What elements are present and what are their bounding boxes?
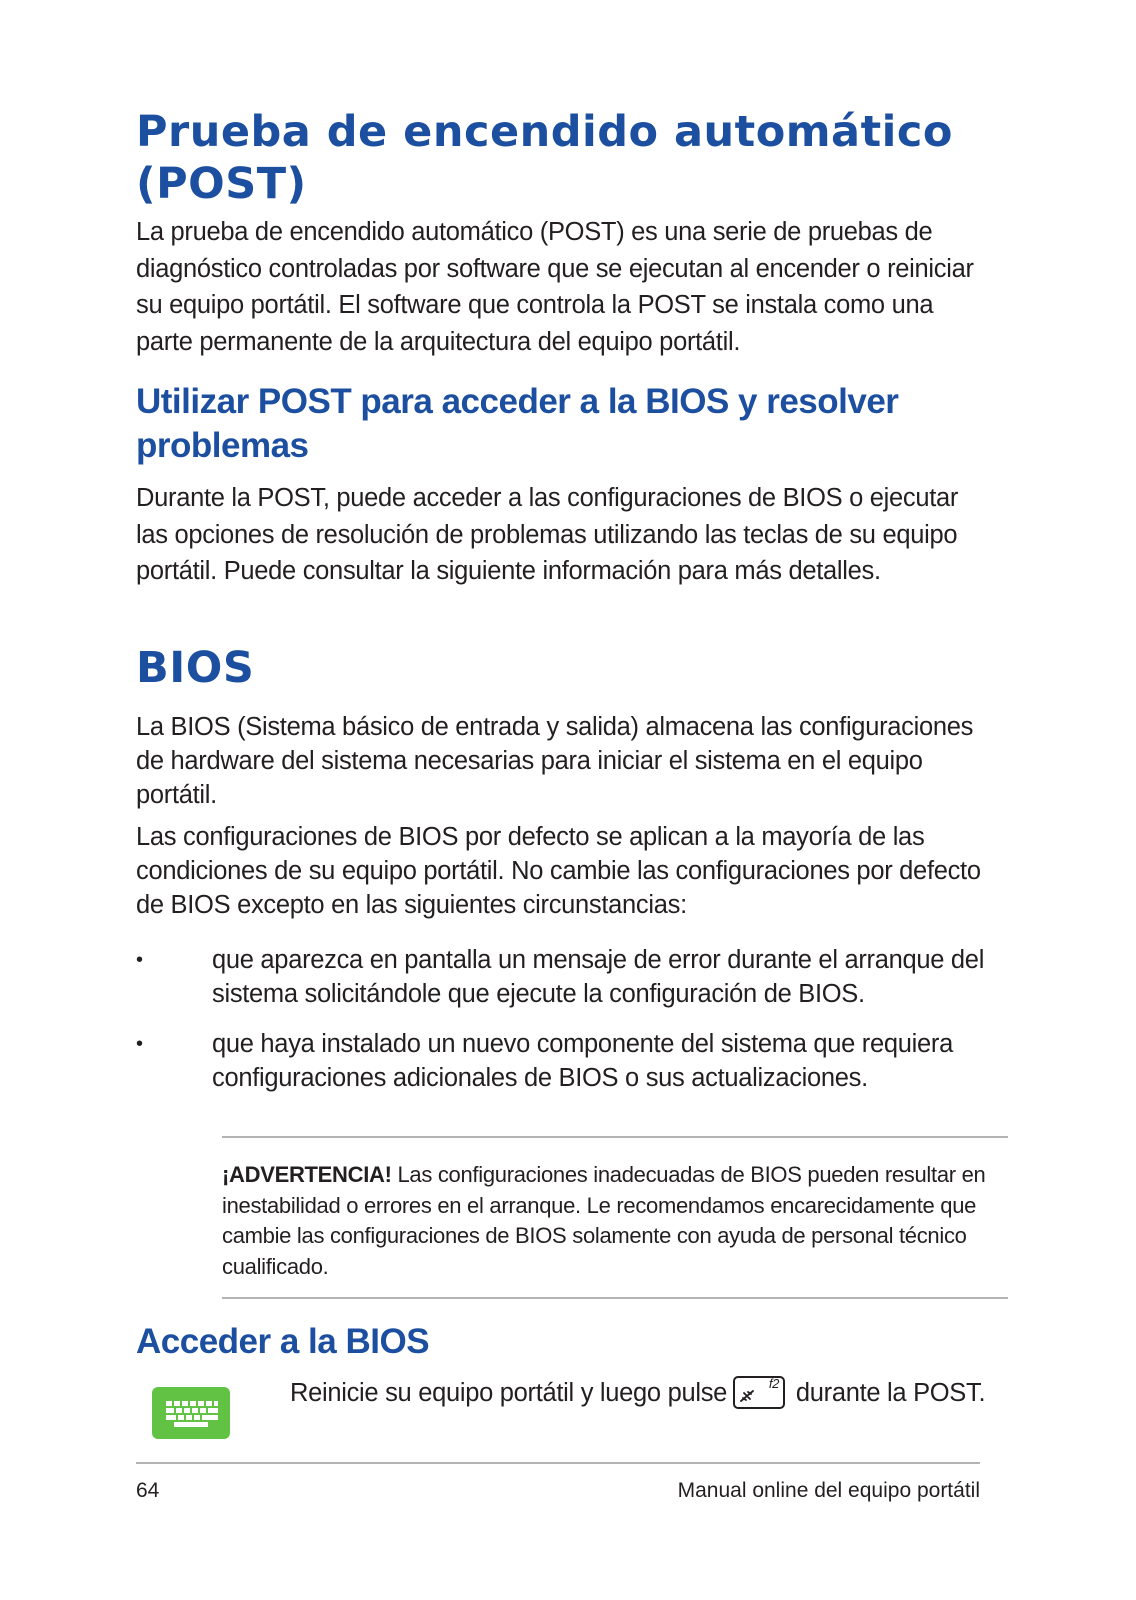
warning-top-rule <box>222 1136 1008 1138</box>
bullet-dot: • <box>136 1033 144 1055</box>
post-title <box>136 106 953 210</box>
post-title-line2: (POST) <box>136 159 307 209</box>
manual-title: Manual online del equipo portátil <box>677 1479 980 1502</box>
bios-title: BIOS <box>136 643 255 693</box>
troubleshoot-title: Utilizar POST para acceder a la BIOS y resolver problemas <box>136 382 899 465</box>
bullet-text: que haya instalado un nuevo componente del sistema que requiera configuraciones adicionales de BIOS o sus actualizaciones. <box>212 1030 953 1092</box>
bios-para2: Las configuraciones de BIOS por defecto se aplican a la mayoría de las condiciones de su equipo portátil. No cambie las configuraciones por defecto de BIOS excepto en las siguientes circunstancias: <box>136 823 981 919</box>
access-instruction <box>290 1376 1010 1410</box>
f2-key-label: f2 <box>768 1376 780 1391</box>
troubleshoot-body: Durante la POST, puede acceder a las configuraciones de BIOS o ejecutar las opciones de resolución de problemas utilizando las teclas de su equipo portátil. Puede consultar la siguiente información para más detalles. <box>136 484 959 585</box>
airplane-icon <box>739 1388 755 1404</box>
access-text-before: Reinicie su equipo portátil y luego pulse <box>290 1379 728 1407</box>
bios-para1: La BIOS (Sistema básico de entrada y salida) almacena las configuraciones de hardware del sistema necesarias para iniciar el sistema en el equipo portátil. <box>136 713 974 809</box>
warning-note <box>222 1160 1008 1282</box>
page-number: 64 <box>136 1479 160 1502</box>
footer-rule <box>136 1462 980 1464</box>
f2-key <box>733 1376 785 1409</box>
access-title: Acceder a la BIOS <box>136 1322 430 1361</box>
manual-page <box>136 0 1008 1600</box>
warning-text: Las configuraciones inadecuadas de BIOS pueden resultar en inestabilidad o errores en el arranque. Le recomendamos encarecidamente que cambie las configuraciones de BIOS solamente con ayuda de personal técnico cualificado. <box>222 1162 986 1279</box>
post-body: La prueba de encendido automático (POST) es una serie de pruebas de diagnóstico controladas por software que se ejecutan al encender o reiniciar su equipo portátil. El software que controla la POST se instala como una parte permanente de la arquitectura del equipo portátil. <box>136 218 974 356</box>
warning-label: ¡ADVERTENCIA! <box>222 1162 392 1187</box>
post-title-line1: Prueba de encendido automático <box>136 107 953 157</box>
keyboard-icon <box>152 1387 230 1439</box>
access-text-after: durante la POST. <box>789 1379 986 1407</box>
bullet-dot: • <box>136 949 144 971</box>
bullet-text: que aparezca en pantalla un mensaje de error durante el arranque del sistema solicitándole que ejecute la configuración de BIOS. <box>212 946 985 1008</box>
warning-bottom-rule <box>222 1297 1008 1299</box>
